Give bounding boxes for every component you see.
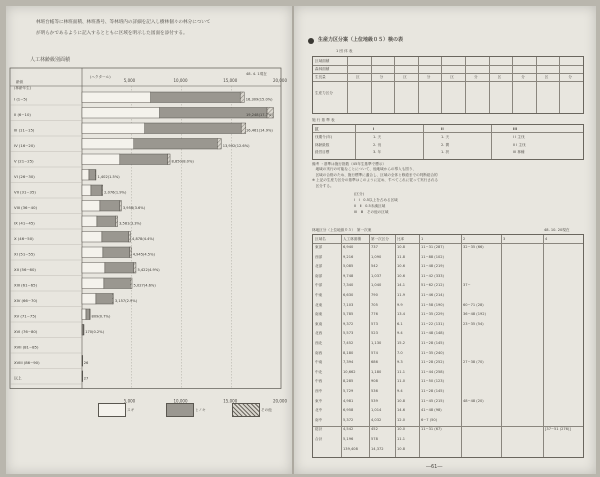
table1-header-cell: 分	[426, 75, 431, 79]
chart-category-label: XIV (66~70)	[14, 298, 38, 303]
table3-cell: 12.0	[397, 417, 406, 422]
table3-cell: 11~42 (333)	[421, 273, 444, 278]
table3-cell: 10,662	[343, 369, 356, 374]
chart-bar-segment-other	[102, 185, 103, 196]
table1-header-cell: 区	[450, 75, 454, 79]
note-line: 区域の合格のため、施行標準に適合し、区域の全体と修道までの判断総合的	[312, 172, 438, 177]
right-page	[294, 6, 596, 474]
note-line: 区分する。	[312, 183, 334, 188]
table1-header-cell: 区	[544, 75, 549, 79]
classification-legend-line: I Ⅰ 0.5以上を占める区域	[354, 198, 398, 202]
table3-cell: 1,014	[371, 408, 382, 413]
chart-bar-segment-other	[130, 247, 131, 258]
table1-column-divider	[394, 57, 395, 113]
table3-total-rule	[313, 426, 583, 427]
table1-column-divider	[512, 57, 513, 113]
chart-data-label: 13,992(12.6%)	[222, 144, 250, 148]
chart-data-label: 3,581(3.3%)	[119, 221, 142, 226]
table3-cell: 東南	[315, 321, 323, 326]
sub-title: 1 団 体 表	[336, 49, 353, 53]
table3-cell: 西中	[315, 389, 323, 393]
chart-bar-segment-hinoki	[96, 294, 112, 305]
table3-cell: 11.8	[397, 254, 406, 259]
table3-cell: 27~38 (70)	[463, 360, 484, 365]
chart-data-label: 27	[83, 376, 89, 381]
table3-header-cell: 比率	[397, 237, 405, 241]
chart-bar-segment-sugi	[82, 108, 160, 119]
table3-cell: 5,196	[343, 437, 354, 441]
table3-cell: 4,542	[343, 427, 354, 432]
table3-note: 48. 10. 20現在	[544, 228, 570, 232]
table3-cell: 36~48 (192)	[463, 312, 486, 317]
chart-bar-segment-hinoki	[151, 92, 241, 103]
chart-category-label: XVIII (86~90)	[14, 360, 40, 365]
chart-data-label: 1,402(1.5%)	[97, 175, 120, 179]
table3-cell: 908	[371, 379, 378, 384]
table3-cell: 10.8	[397, 446, 406, 451]
chart-category-label: 以上	[14, 375, 22, 381]
chart-bar-segment-hinoki	[104, 278, 130, 289]
table3-cell: 北西	[315, 331, 323, 336]
table3-cell: 西部	[315, 254, 323, 259]
table3-cell: 1,037	[371, 273, 382, 278]
chart-bar-segment-sugi	[82, 154, 120, 165]
table1-column-divider	[559, 57, 560, 113]
chart-data-label: 8,850(8.0%)	[171, 159, 194, 164]
table3-cell: 542	[371, 264, 378, 269]
chart-bar-segment-sugi	[82, 170, 89, 181]
table3-column-divider	[461, 235, 462, 457]
table3-cell: 776	[371, 312, 378, 317]
section-bullet-icon	[308, 38, 314, 44]
chart-data-label: 4,945(4.5%)	[132, 252, 155, 257]
table3-cell: 西北	[315, 341, 323, 345]
table3-cell: 11.0	[397, 379, 406, 384]
table3-column-divider	[501, 235, 502, 457]
table1-header-cell: 区	[356, 75, 360, 79]
table3-cell: 5,085	[343, 264, 354, 269]
table2-cell: 1. 天	[373, 135, 382, 139]
chart-bar-segment-other	[168, 154, 170, 165]
table3-cell: 東中	[315, 398, 323, 403]
page-number: ―61―	[426, 464, 443, 470]
table1-header-cell: 分	[379, 75, 384, 79]
chart-data-label: 5,422(4.9%)	[137, 268, 160, 272]
table3-cell: 8,180	[343, 350, 354, 355]
unit-label: (ヘクタール)	[90, 75, 111, 79]
table3-cell: 10.8	[397, 398, 406, 403]
chart-category-label: IV (16~20)	[14, 143, 35, 148]
chart-data-label: 16,309(15.0%)	[245, 97, 273, 102]
table1-column-divider	[418, 57, 419, 113]
chart-top-tick-label: 10,000	[173, 78, 188, 83]
chart-category-label: III (11~15)	[14, 127, 35, 133]
chart-data-label: 3,157(2.9%)	[114, 299, 138, 303]
table3-cell: 総計	[315, 427, 323, 432]
table3-cell: 11~31 (287)	[421, 245, 444, 249]
table3-cell: 452	[371, 427, 378, 432]
table3-cell: 11~46 (214)	[421, 293, 444, 297]
table3-cell: 705	[371, 302, 378, 307]
table3-cell: 523	[371, 331, 378, 336]
table3-cell: 11~22 (131)	[421, 321, 444, 326]
table1-header-cell: 分	[474, 75, 478, 79]
chart-category-label: X (46~50)	[14, 236, 34, 241]
table3-cell: 9.3	[397, 360, 403, 365]
table3-cell: 5,372	[343, 417, 354, 422]
chart-bar-segment-sugi	[82, 216, 97, 227]
table3-cell: 790	[371, 293, 378, 297]
table3-header-cell: 第一次区分	[371, 237, 389, 241]
table3-cell: 10.6	[397, 264, 406, 269]
chart-bar-segment-sugi	[82, 139, 134, 150]
table3-cell: 9.4	[397, 389, 403, 393]
table3-cell: 11~50 (123)	[421, 379, 444, 384]
table1-row-label: 生産力区分	[315, 91, 333, 95]
chart-category-label: I (1~5)	[14, 96, 28, 102]
table3-cell: 1,130	[371, 341, 382, 345]
table3-cell: 7,103	[343, 302, 354, 307]
chart-title: 人工林齢級別面積	[30, 57, 71, 63]
table3-column-divider	[341, 235, 342, 457]
table1-row-label: 区域面積	[315, 59, 330, 63]
table3-cell: 11~28 (252)	[421, 360, 444, 365]
left-page	[6, 6, 292, 474]
table2-cell: 2. 伐	[373, 142, 382, 147]
legend-swatch-sugi	[98, 403, 126, 417]
table3-cell: 9.4	[397, 331, 403, 336]
table3-cell: 14,372	[371, 446, 384, 451]
chart-bar-segment-sugi	[82, 123, 145, 134]
table3-cell: 11.1	[397, 369, 406, 374]
table3-cell: 11~31 (67)	[421, 427, 442, 432]
chart-category-label: XI (51~55)	[14, 251, 35, 257]
table2-title: 施 行 基 準 表	[312, 118, 335, 122]
table3-cell: 37~	[463, 283, 471, 288]
chart-note: 48. 4. 1現在	[246, 72, 267, 76]
table3-cell: 10.6	[397, 273, 406, 278]
chart-bar-segment-hinoki	[91, 185, 102, 196]
table2-cell: 林齢級数	[315, 142, 330, 147]
chart-category-label: VIII (36~40)	[14, 205, 37, 210]
table3-cell: 9,372	[343, 321, 354, 326]
table3-cell: 9.9	[397, 302, 403, 307]
chart-bar-segment-other	[116, 216, 118, 227]
table3-cell: 11.9	[397, 293, 406, 297]
table3-cell: 41~48 (98)	[421, 408, 442, 413]
intro-text-line-2: が明らかであるように記入するとともに区域を明示した図面を添付する。	[36, 31, 188, 36]
table3-cell: 4,032	[371, 417, 382, 422]
table3-cell: 中西	[315, 379, 323, 384]
chart-bar-segment-sugi	[82, 201, 100, 212]
header-row-sublabel: (林齢年生)	[14, 86, 32, 90]
table-operation-standards	[312, 124, 584, 160]
table3-header-cell: 4	[545, 237, 548, 241]
table3-cell: 6.1	[397, 321, 403, 326]
table3-cell: 51~62 (212)	[421, 283, 444, 288]
chart-category-label: XVII (81~85)	[14, 344, 39, 350]
legend-swatch-other	[232, 403, 260, 417]
table3-cell: 7.0	[397, 350, 403, 355]
table-unit-grid	[312, 56, 584, 114]
table-forest-classification	[312, 234, 584, 458]
chart-bar-segment-sugi	[82, 185, 91, 196]
header-row-label: 齢級	[16, 80, 24, 84]
chart-bar-segment-other	[217, 139, 221, 150]
chart-data-label: 5,027(4.6%)	[133, 283, 156, 288]
table3-cell: 13.4	[397, 312, 406, 317]
table2-header-cell: 区	[315, 126, 319, 131]
table3-cell: 578	[371, 437, 378, 441]
table3-cell: 573	[371, 321, 378, 326]
table3-cell: 48~48 (20)	[463, 398, 484, 403]
table2-cell: 2. 間	[441, 142, 450, 147]
table3-cell: 6,940	[343, 245, 354, 249]
table3-cell: 7,340	[343, 283, 354, 288]
table3-cell: 7,452	[343, 341, 354, 345]
table3-cell: 11.1	[397, 437, 406, 441]
table3-cell: 32~35 (66)	[463, 245, 484, 249]
chart-bar-segment-sugi	[82, 92, 151, 103]
table3-cell: 11~44 (258)	[421, 369, 444, 374]
table3-column-divider	[395, 235, 396, 457]
chart-bar-segment-hinoki	[134, 139, 218, 150]
table1-row-label: 生長量	[315, 75, 326, 79]
table3-cell: 539	[371, 398, 378, 403]
table3-cell: [37~51 (276)]	[545, 427, 571, 432]
chart-bar-segment-hinoki	[103, 247, 130, 258]
table3-cell: 東部	[315, 245, 323, 249]
chart-category-label: V (21~25)	[14, 158, 34, 164]
table3-header-cell: 2	[463, 237, 466, 241]
table2-cell: III 林種	[513, 150, 525, 154]
table3-cell: 536	[371, 389, 378, 393]
table3-cell: 北東	[315, 302, 323, 307]
table1-header-cell: 区	[403, 75, 407, 79]
table1-header-cell: 区	[497, 75, 502, 79]
chart-category-label: XVI (76~80)	[14, 329, 38, 334]
table3-header-cell: 区域名	[315, 237, 326, 241]
table2-cell: I I 主伐	[513, 135, 525, 139]
table3-cell: 6,630	[343, 293, 354, 297]
chart-bar-segment-hinoki	[145, 123, 242, 134]
chart-bottom-tick-label: 10,000	[173, 398, 188, 404]
note-line: 地域の実行の可能なことについて、他地域からの導入も図り、	[312, 167, 417, 172]
table3-cell: 10.8	[397, 245, 406, 249]
chart-bar-segment-sugi	[82, 232, 102, 243]
intro-text-line-1: 林班台帳等に林班面積、林班番号、等林班内の詳細を記入し樹林個々の林分について	[36, 20, 211, 25]
table3-column-divider	[419, 235, 420, 457]
table3-cell: 23~35 (54)	[463, 321, 484, 326]
table3-cell: 139,408	[343, 446, 358, 451]
table3-cell: 北部	[315, 264, 323, 269]
legend-label-sugi: スギ	[127, 408, 135, 412]
table3-cell: 15.2	[397, 341, 406, 345]
table3-cell: 14.1	[397, 283, 406, 288]
table3-cell: 南西	[315, 350, 323, 355]
table3-header-rule	[313, 243, 583, 244]
chart-bar-segment-other	[240, 92, 244, 103]
table3-cell: 574	[371, 350, 378, 355]
chart-data-label: 26	[83, 361, 89, 365]
table3-cell: 5,573	[343, 331, 354, 336]
chart-category-label: XII (56~60)	[14, 267, 36, 272]
chart-bar-segment-sugi	[82, 309, 86, 320]
table3-cell: 中北	[315, 369, 323, 374]
chart-bar-segment-other	[129, 232, 131, 243]
chart-data-label: 16,461(14.9%)	[246, 128, 273, 133]
chart-bar-segment-sugi	[82, 263, 105, 274]
chart-bar-segment-hinoki	[86, 309, 90, 320]
chart-category-label: IX (41~45)	[14, 220, 35, 226]
table2-cell: 1. 択	[441, 150, 450, 154]
table3-cell: 11~88 (102)	[421, 254, 444, 259]
chart-bar-segment-other	[120, 201, 122, 212]
classification-legend-line: II Ⅱ 0.5未満区域	[354, 204, 386, 208]
table2-header-cell: III	[513, 126, 518, 131]
chart-bar-segment-hinoki	[102, 232, 129, 243]
table3-cell: 686	[371, 360, 378, 365]
chart-data-label: 19,248(17.7%)	[246, 113, 273, 117]
classification-legend-line: III Ⅲ その他の区域	[354, 210, 389, 214]
table3-cell: 合計	[315, 437, 323, 441]
chart-bottom-tick-label: 5,000	[123, 398, 136, 404]
legend-label-other: その他	[261, 408, 272, 412]
chart-bar-segment-sugi	[82, 247, 103, 258]
chart-bar-segment-sugi	[82, 278, 104, 289]
chart-category-label: VII (31~35)	[14, 189, 36, 195]
chart-bar-segment-other	[112, 294, 113, 305]
chart-top-tick-label: 15,000	[223, 78, 238, 83]
chart-bar-segment-hinoki	[97, 216, 116, 227]
table3-cell: 9,748	[343, 273, 354, 278]
table2-cell: 1. 天	[441, 135, 450, 139]
section-title: 生産力区分案（上位地級０５）検の表	[318, 37, 404, 43]
table3-cell: 6~7 (50)	[421, 417, 438, 422]
table2-cell: II I 主伐	[513, 142, 526, 147]
chart-data-label: 3,958(3.6%)	[122, 206, 146, 210]
classification-legend-line: (区分)	[354, 192, 364, 196]
chart-top-tick-label: 20,000	[273, 78, 287, 83]
table1-column-divider	[489, 57, 490, 113]
table1-column-divider	[441, 57, 442, 113]
chart-data-label: 4,878(4.4%)	[132, 237, 155, 241]
table1-header-cell: 分	[521, 75, 525, 79]
table2-header-cell: I	[373, 126, 375, 131]
table3-cell: 7,394	[343, 360, 354, 365]
table3-cell: 11~35 (229)	[421, 312, 444, 317]
chart-bar-segment-hinoki	[89, 170, 95, 181]
table3-cell: 11~58 (190)	[421, 302, 444, 307]
table3-cell: 中部	[315, 283, 323, 288]
chart-category-label: XIII (61~65)	[14, 282, 37, 288]
table3-column-divider	[543, 235, 544, 457]
chart-bottom-tick-label: 20,000	[273, 398, 287, 404]
chart-bar-segment-hinoki	[105, 263, 134, 274]
table3-cell: 南中	[315, 417, 323, 422]
chart-data-label: 2,076(1.9%)	[104, 190, 127, 195]
table3-cell: 中東	[315, 293, 323, 297]
chart-bar-segment-other	[134, 263, 136, 274]
table3-cell: 中南	[315, 360, 323, 365]
table3-cell: 11~35 (240)	[421, 350, 444, 355]
chart-bar-segment-hinoki	[100, 201, 120, 212]
legend-swatch-hinoki	[166, 403, 194, 417]
table2-cell: 3. 年	[373, 150, 382, 154]
table3-header-cell: 1	[421, 237, 424, 241]
table1-column-divider	[536, 57, 537, 113]
chart-top-tick-label: 5,000	[123, 78, 136, 83]
chart-data-label: 809(0.7%)	[91, 314, 111, 319]
table3-cell: 737	[371, 245, 378, 249]
table3-cell: 6,958	[343, 408, 354, 413]
table3-cell: 1,040	[371, 283, 382, 288]
table3-cell: 60~71 (28)	[463, 302, 484, 307]
table3-cell: 1,090	[371, 254, 382, 259]
table3-column-divider	[369, 235, 370, 457]
table3-cell: 4,981	[343, 398, 354, 403]
table3-cell: 5,729	[343, 389, 354, 393]
table3-title: 林地区分（上位地級０５） 第一次案	[312, 228, 372, 232]
table3-cell: 14.6	[397, 408, 406, 413]
table3-header-cell: 3	[503, 237, 506, 241]
table3-cell: 10.0	[397, 427, 406, 432]
table3-cell: 北中	[315, 408, 323, 413]
note-line: 備考 ・基準は施行指数（45年生基準で標示）	[312, 162, 386, 166]
table3-cell: 11~48 (148)	[421, 331, 444, 336]
table3-cell: 11~45 (215)	[421, 398, 444, 403]
table3-cell: 南東	[315, 312, 323, 317]
table2-header-cell: II	[441, 126, 444, 131]
table3-cell: 11~28 (145)	[421, 389, 444, 393]
chart-bar-segment-hinoki	[120, 154, 168, 165]
table3-header-cell: 人工林面積	[343, 237, 361, 241]
table2-cell: 伐期令(年)	[315, 135, 333, 139]
table1-row-label: 森林面積	[315, 67, 330, 71]
chart-bottom-tick-label: 15,000	[223, 398, 238, 404]
table3-cell: 11~48 (219)	[421, 264, 444, 269]
table3-cell: 8,285	[343, 379, 354, 384]
table3-cell: 南部	[315, 273, 323, 278]
table3-cell: 9,216	[343, 254, 354, 259]
table3-cell: 5,785	[343, 312, 354, 317]
table1-column-divider	[465, 57, 466, 113]
legend-label-hinoki: ヒノキ	[195, 408, 206, 412]
chart-bar-segment-other	[95, 170, 96, 181]
chart-category-label: XV (71~75)	[14, 313, 37, 319]
table1-header-cell: 分	[568, 75, 572, 79]
note-line: ※ 上記の生産力区分の基準はこのように定め、すべてこれに従って実行される	[312, 178, 439, 183]
table1-column-divider	[371, 57, 372, 113]
table3-cell: 11~28 (145)	[421, 341, 444, 345]
chart-bar-segment-sugi	[82, 294, 96, 305]
chart-data-label: 170(0.2%)	[85, 330, 104, 334]
chart-bar-segment-other	[130, 278, 132, 289]
chart-category-label: II (6~10)	[14, 112, 31, 117]
table3-cell: 1,180	[371, 369, 382, 374]
chart-category-label: VI (26~30)	[14, 174, 35, 179]
table2-cell: 経営目標	[315, 150, 330, 154]
